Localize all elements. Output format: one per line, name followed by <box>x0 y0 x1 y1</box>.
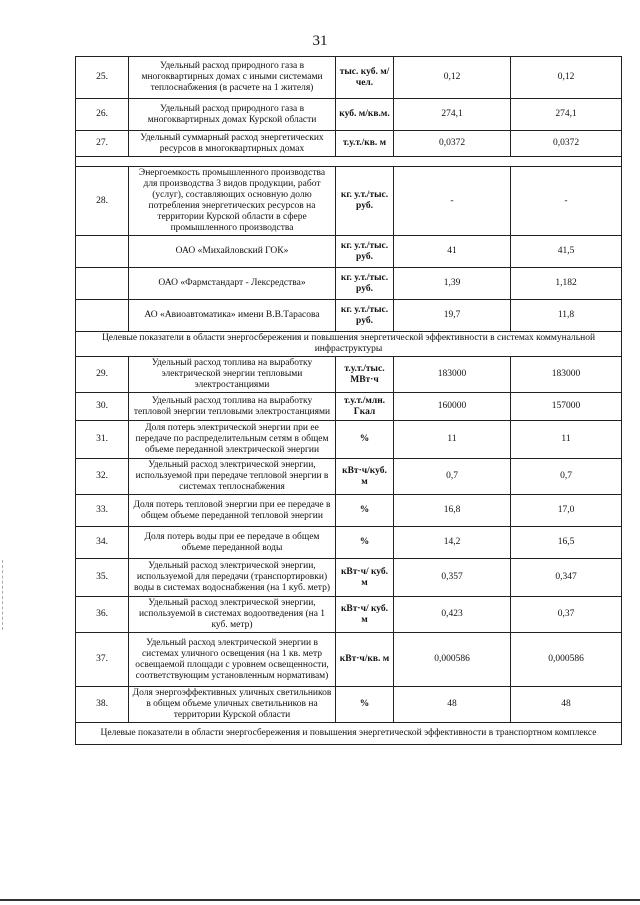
row-number: 37. <box>76 633 129 687</box>
value-cell-2: 11 <box>511 421 622 459</box>
spacer-cell <box>76 157 622 167</box>
indicator-name: Удельный расход топлива на выработку тепловой энергии тепловыми электростанциями <box>129 393 336 421</box>
value-cell-2: 11,8 <box>511 300 622 332</box>
table-row <box>76 393 622 421</box>
row-number: 30. <box>76 393 129 421</box>
unit-cell: кВт·ч/ куб. м <box>336 597 394 633</box>
indicator-name: Удельный расход топлива на выработку электрической энергии тепловыми электростанциями <box>129 357 336 393</box>
indicator-name: Доля потерь воды при ее передаче в общем объеме переданной воды <box>129 527 336 559</box>
value-cell-1: 183000 <box>394 357 511 393</box>
unit-cell: т.у.т./млн. Гкал <box>336 393 394 421</box>
value-cell-1: 1,39 <box>394 268 511 300</box>
page-number: 31 <box>312 33 328 49</box>
unit-cell: % <box>336 527 394 559</box>
value-cell-1: 0,12 <box>394 57 511 99</box>
table-row <box>76 57 622 99</box>
table-row <box>76 236 622 268</box>
value-cell-2: 16,5 <box>511 527 622 559</box>
indicators-table-body <box>76 57 622 745</box>
value-cell-2: 157000 <box>511 393 622 421</box>
unit-cell: кВт·ч/кв. м <box>336 633 394 687</box>
indicator-name: Удельный расход электрической энергии, используемой при передаче тепловой энергии в системах теплоснабжения <box>129 459 336 495</box>
unit-cell: тыс. куб. м/чел. <box>336 57 394 99</box>
section-row <box>76 332 622 357</box>
indicators-table <box>75 56 622 745</box>
row-number <box>76 236 129 268</box>
value-cell-1: 11 <box>394 421 511 459</box>
page-bottom-border <box>0 899 640 901</box>
unit-cell: куб. м/кв.м. <box>336 99 394 131</box>
unit-cell: % <box>336 687 394 723</box>
table-row <box>76 131 622 157</box>
row-number: 26. <box>76 99 129 131</box>
indicator-name: АО «Авиоавтоматика» имени В.В.Тарасова <box>129 300 336 332</box>
spacer-row <box>76 157 622 167</box>
value-cell-1: - <box>394 167 511 236</box>
scan-edge-mark <box>2 560 4 630</box>
indicator-name: Удельный расход электрической энергии в системах уличного освещения (на 1 кв. метр освещаемой площади с уровнем освещенности, соответствующим установленным нормативам) <box>129 633 336 687</box>
table-row <box>76 527 622 559</box>
value-cell-1: 0,0372 <box>394 131 511 157</box>
indicator-name: Удельный суммарный расход энергетических ресурсов в многоквартирных домах <box>129 131 336 157</box>
value-cell-2: 183000 <box>511 357 622 393</box>
indicator-name: ОАО «Фармстандарт - Лексредства» <box>129 268 336 300</box>
value-cell-2: 0,7 <box>511 459 622 495</box>
indicator-name: Доля потерь тепловой энергии при ее передаче в общем объеме переданной тепловой энергии <box>129 495 336 527</box>
table-row <box>76 357 622 393</box>
row-number: 36. <box>76 597 129 633</box>
table-row <box>76 421 622 459</box>
table-row <box>76 459 622 495</box>
table-row <box>76 300 622 332</box>
unit-cell: кг. у.т./тыс. руб. <box>336 167 394 236</box>
value-cell-1: 41 <box>394 236 511 268</box>
unit-cell: % <box>336 495 394 527</box>
value-cell-2: 274,1 <box>511 99 622 131</box>
value-cell-2: 0,37 <box>511 597 622 633</box>
unit-cell: кг. у.т./тыс. руб. <box>336 236 394 268</box>
value-cell-2: 48 <box>511 687 622 723</box>
value-cell-2: 0,347 <box>511 559 622 597</box>
indicator-name: Энергоемкость промышленного производства для производства 3 видов продукции, работ (услуг), составляющих основную долю потребления энергетических ресурсов на территории Курской области в сфере промышленного производства <box>129 167 336 236</box>
section-header: Целевые показатели в области энергосбережения и повышения энергетической эффективности в транспортном комплексе <box>76 723 622 745</box>
indicator-name: Удельный расход электрической энергии, используемой для передачи (транспортировки) воды в системах водоснабжения (на 1 куб. метр) <box>129 559 336 597</box>
value-cell-1: 19,7 <box>394 300 511 332</box>
table-row <box>76 99 622 131</box>
value-cell-2: 0,12 <box>511 57 622 99</box>
table-row <box>76 597 622 633</box>
indicator-name: Удельный расход электрической энергии, используемой в системах водоотведения (на 1 куб. метр) <box>129 597 336 633</box>
unit-cell: т.у.т./тыс. МВт·ч <box>336 357 394 393</box>
row-number <box>76 268 129 300</box>
row-number: 35. <box>76 559 129 597</box>
unit-cell: кг. у.т./тыс. руб. <box>336 300 394 332</box>
value-cell-1: 48 <box>394 687 511 723</box>
table-row <box>76 167 622 236</box>
value-cell-1: 274,1 <box>394 99 511 131</box>
value-cell-1: 14,2 <box>394 527 511 559</box>
value-cell-2: 1,182 <box>511 268 622 300</box>
table-row <box>76 633 622 687</box>
row-number: 33. <box>76 495 129 527</box>
value-cell-2: 0,0372 <box>511 131 622 157</box>
value-cell-1: 0,423 <box>394 597 511 633</box>
row-number: 31. <box>76 421 129 459</box>
unit-cell: кВт·ч/ куб. м <box>336 559 394 597</box>
table-row <box>76 495 622 527</box>
section-row <box>76 723 622 745</box>
row-number: 29. <box>76 357 129 393</box>
section-header: Целевые показатели в области энергосбережения и повышения энергетической эффективности в системах коммунальной инфраструктуры <box>76 332 622 357</box>
indicator-name: ОАО «Михайловский ГОК» <box>129 236 336 268</box>
row-number: 27. <box>76 131 129 157</box>
indicator-name: Доля потерь электрической энергии при ее передаче по распределительным сетям в общем объеме переданной электрической энергии <box>129 421 336 459</box>
table-row <box>76 559 622 597</box>
value-cell-2: 17,0 <box>511 495 622 527</box>
table-row <box>76 268 622 300</box>
indicator-name: Удельный расход природного газа в многоквартирных домах Курской области <box>129 99 336 131</box>
value-cell-1: 16,8 <box>394 495 511 527</box>
value-cell-2: 41,5 <box>511 236 622 268</box>
row-number: 34. <box>76 527 129 559</box>
row-number: 38. <box>76 687 129 723</box>
row-number: 28. <box>76 167 129 236</box>
value-cell-1: 0,357 <box>394 559 511 597</box>
unit-cell: кг. у.т./тыс. руб. <box>336 268 394 300</box>
row-number: 32. <box>76 459 129 495</box>
unit-cell: кВт·ч/куб. м <box>336 459 394 495</box>
value-cell-1: 0,000586 <box>394 633 511 687</box>
unit-cell: т.у.т./кв. м <box>336 131 394 157</box>
value-cell-1: 0,7 <box>394 459 511 495</box>
unit-cell: % <box>336 421 394 459</box>
value-cell-1: 160000 <box>394 393 511 421</box>
value-cell-2: - <box>511 167 622 236</box>
indicator-name: Удельный расход природного газа в многоквартирных домах с иными системами теплоснабжения (в расчете на 1 жителя) <box>129 57 336 99</box>
table-row <box>76 687 622 723</box>
indicator-name: Доля энергоэффективных уличных светильников в общем объеме уличных светильников на территории Курской области <box>129 687 336 723</box>
row-number <box>76 300 129 332</box>
value-cell-2: 0,000586 <box>511 633 622 687</box>
row-number: 25. <box>76 57 129 99</box>
